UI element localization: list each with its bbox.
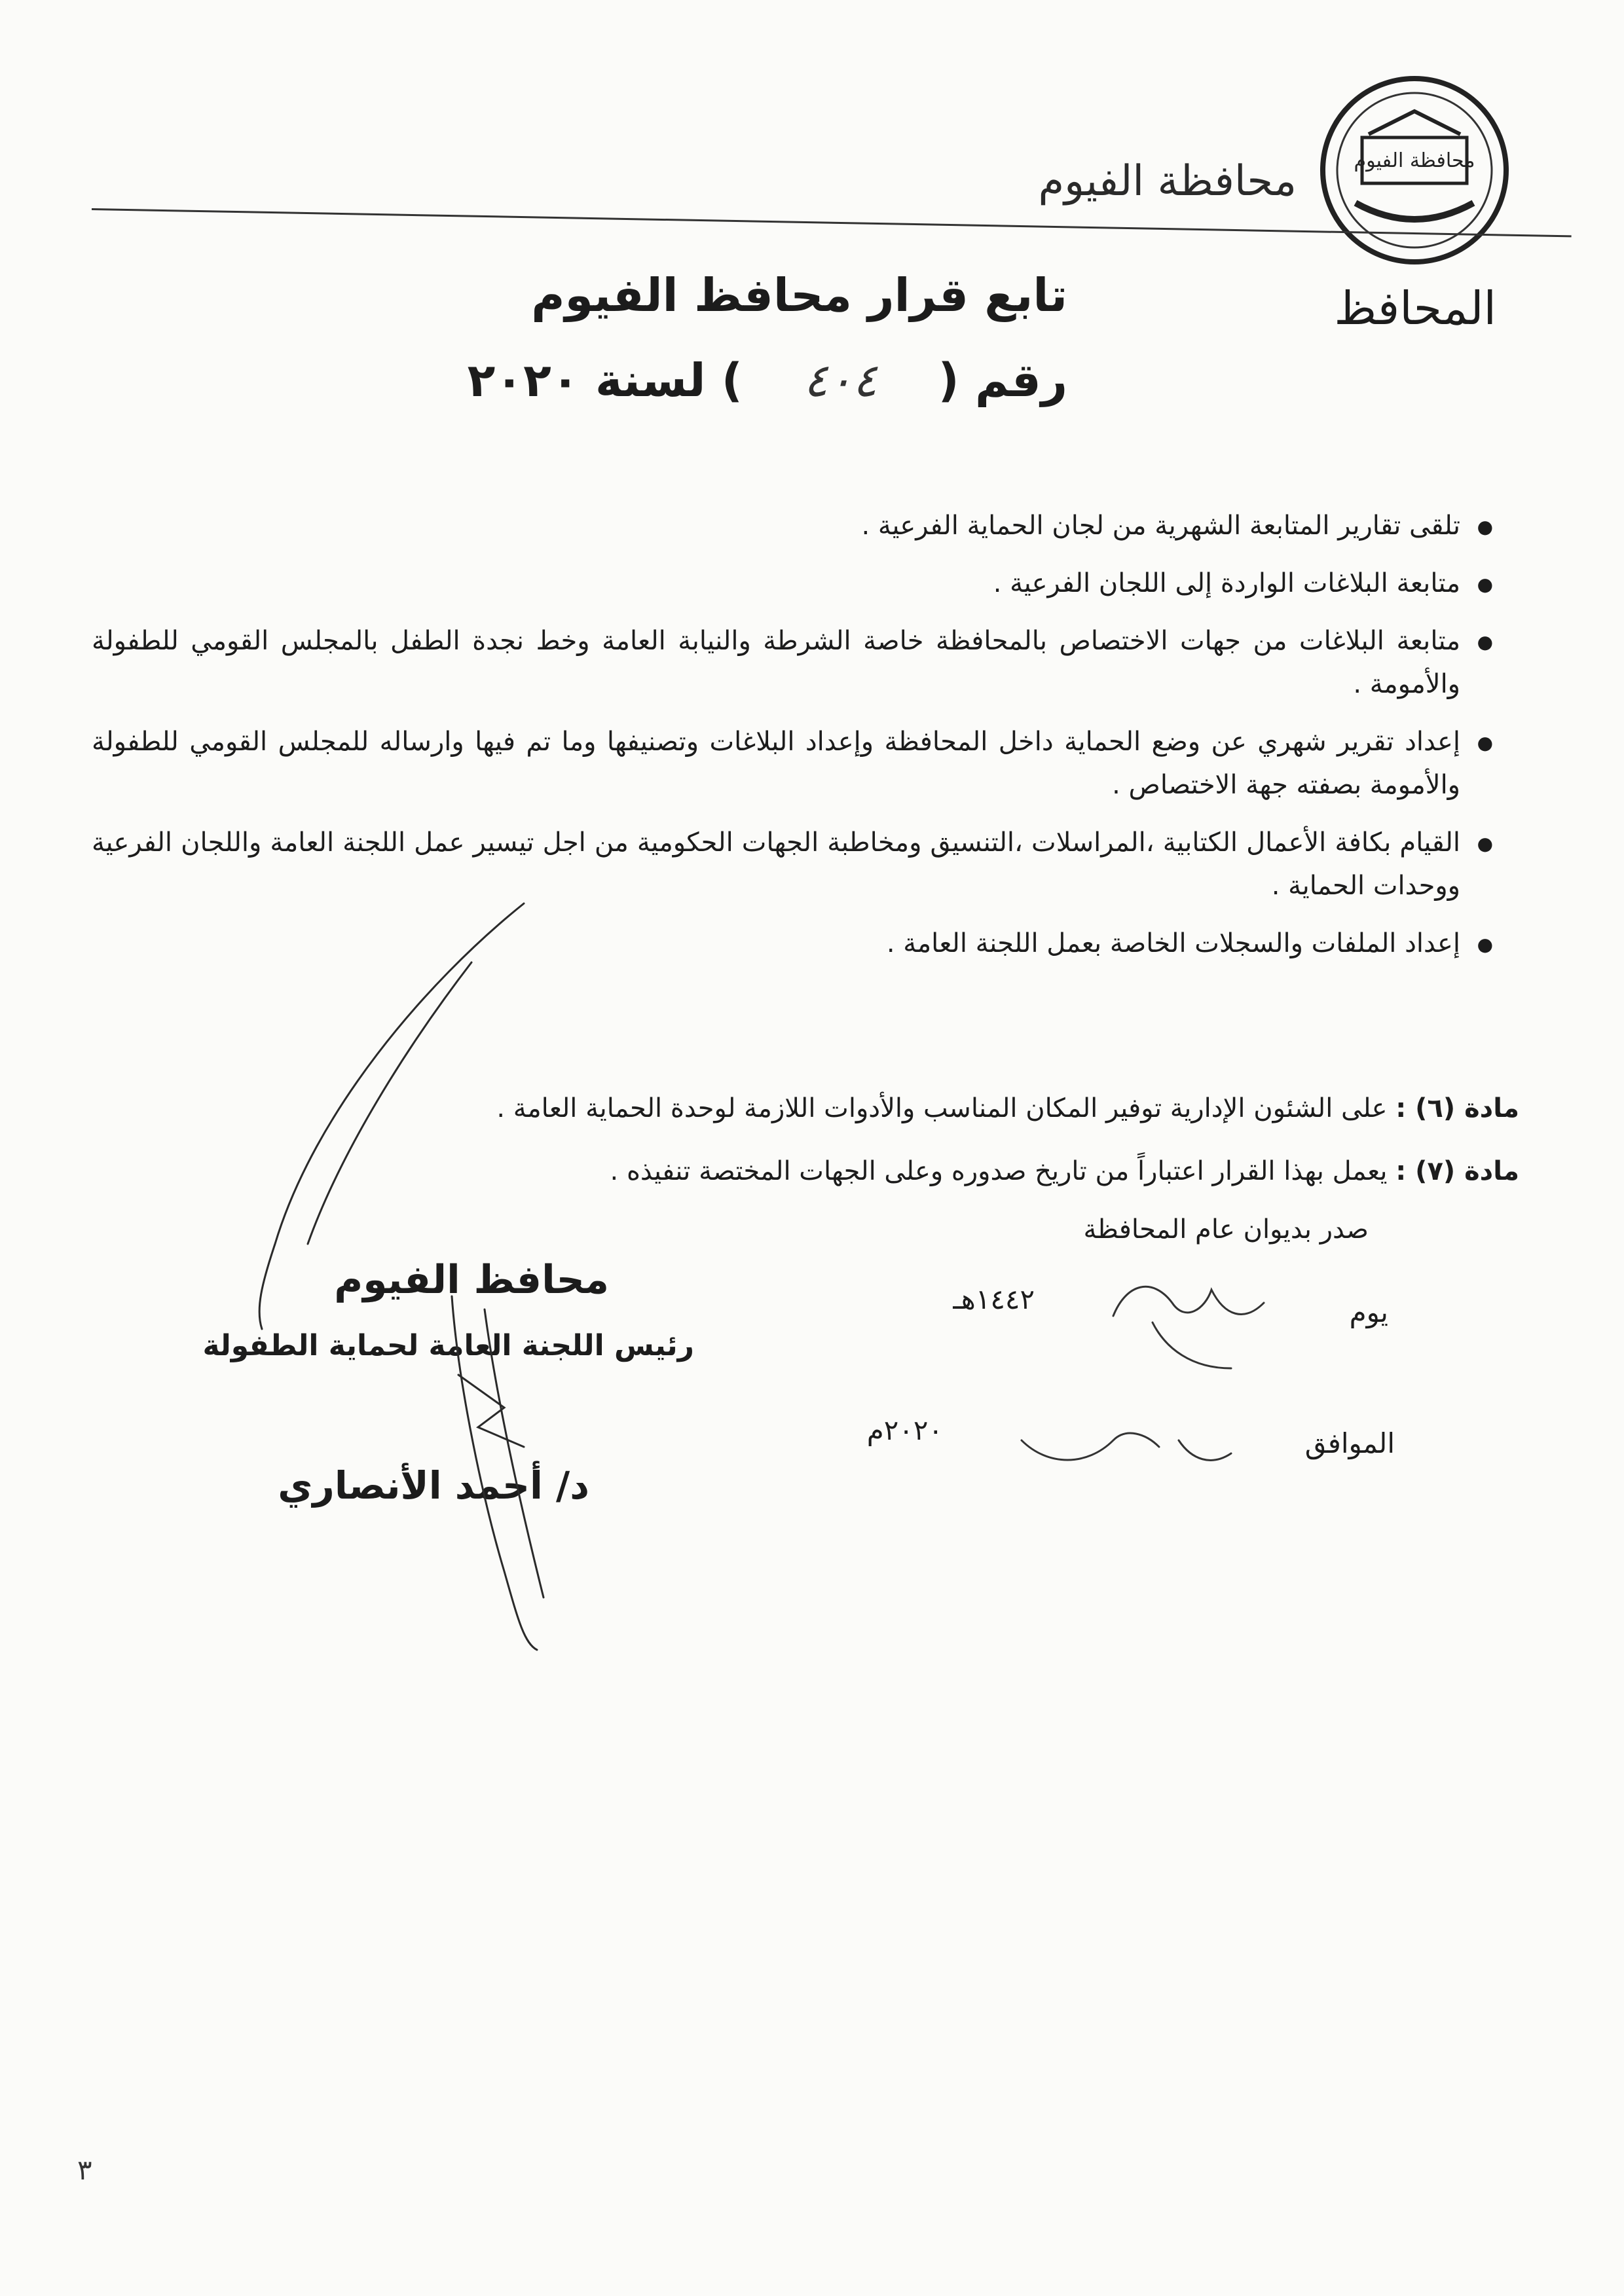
article-label: مادة (٦) : — [1395, 1093, 1519, 1123]
number-prefix: رقم ( — [938, 354, 1067, 407]
list-item: ● إعداد الملفات والسجلات الخاصة بعمل اللجنة العامة . — [92, 922, 1493, 965]
page-number: ٣ — [77, 2154, 92, 2186]
list-item: ● متابعة البلاغات الواردة إلى اللجان الفرعية . — [92, 562, 1493, 605]
decision-title: تابع قرار محافظ الفيوم — [531, 268, 1067, 322]
organization-name: محافظة الفيوم — [1038, 157, 1297, 206]
equivalent-label: الموافق — [1304, 1427, 1395, 1459]
articles — [105, 1087, 1519, 1212]
duties-list — [92, 504, 1493, 979]
list-item: ● متابعة البلاغات من جهات الاختصاص بالمحافظة خاصة الشرطة والنيابة العامة وخط نجدة الطفل بالمجلس القومي للطفولة والأمومة . — [92, 619, 1493, 706]
signatory-title: محافظ الفيوم — [334, 1257, 609, 1303]
article-text: على الشئون الإدارية توفير المكان المناسب والأدوات اللازمة لوحدة الحماية العامة . — [496, 1093, 1388, 1123]
signatory-role: رئيس اللجنة العامة لحماية الطفولة — [202, 1329, 694, 1362]
handwritten-number: ٤٠٤ — [803, 354, 877, 407]
decision-number — [468, 354, 1067, 407]
article-7 — [105, 1150, 1519, 1193]
svg-text:محافظة الفيوم: محافظة الفيوم — [1354, 149, 1475, 172]
hijri-year: ١٤٤٢هـ — [953, 1283, 1035, 1315]
article-label: مادة (٧) : — [1395, 1156, 1519, 1186]
governor-label: المحافظ — [1334, 282, 1496, 335]
list-item: ● إعداد تقرير شهري عن وضع الحماية داخل المحافظة وإعداد البلاغات وتصنيفها وما تم فيها وارساله للمجلس القومي للطفولة والأمومة بصفته جهة الاختصاص . — [92, 720, 1493, 807]
number-suffix: ) لسنة ٢٠٢٠ — [467, 354, 743, 407]
issued-at: صدر بديوان عام المحافظة — [1083, 1214, 1369, 1245]
list-item: ● تلقى تقارير المتابعة الشهرية من لجان الحماية الفرعية . — [92, 504, 1493, 547]
signatory-name: د/ أحمد الأنصاري — [278, 1463, 589, 1508]
article-text: يعمل بهذا القرار اعتباراً من تاريخ صدوره وعلى الجهات المختصة تنفيذه . — [610, 1156, 1388, 1186]
gregorian-year: ٢٠٢٠م — [866, 1414, 943, 1446]
governorate-seal-logo — [1316, 72, 1513, 268]
list-item: ● القيام بكافة الأعمال الكتابية ،المراسلات ،التنسيق ومخاطبة الجهات الحكومية من اجل تيسير عمل اللجنة العامة واللجان الفرعية ووحدات الحماية . — [92, 821, 1493, 907]
day-label: يوم — [1349, 1296, 1388, 1328]
article-6 — [105, 1087, 1519, 1130]
